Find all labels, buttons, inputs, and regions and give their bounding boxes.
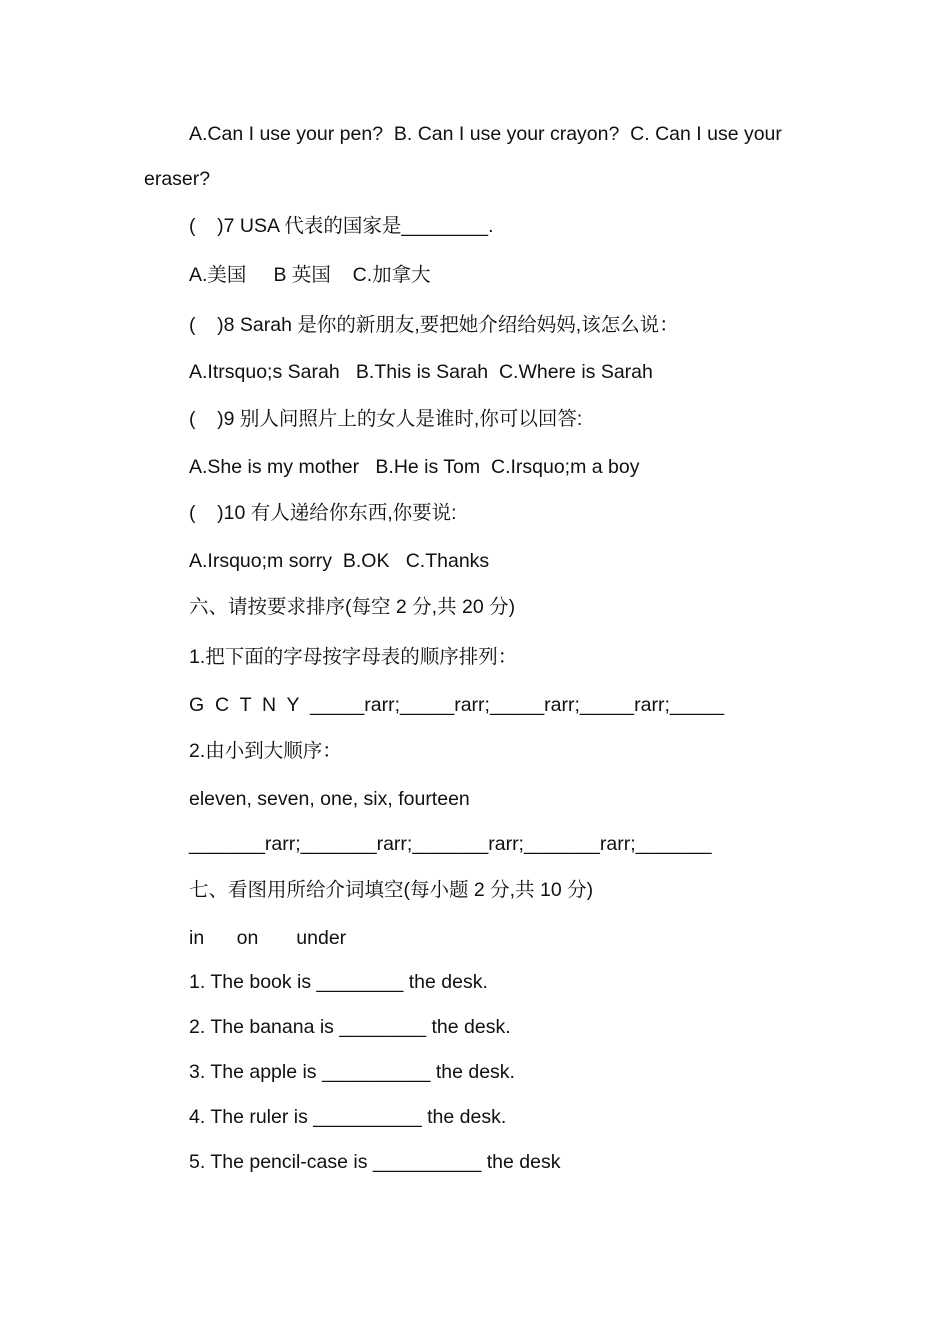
number-words: eleven, seven, one, six, fourteen bbox=[189, 788, 470, 810]
question-8: ( )8 Sarah 是你的新朋友,要把她介绍给妈妈,该怎么说： bbox=[189, 314, 679, 336]
fill-blank-5: 5. The pencil-case is __________ the desk bbox=[189, 1151, 561, 1173]
section-6-heading: 六、请按要求排序(每空 2 分,共 20 分) bbox=[189, 596, 516, 618]
q10-options: A.Irsquo;m sorry B.OK C.Thanks bbox=[189, 550, 490, 572]
q7-options: A.美国 B 英国 C.加拿大 bbox=[189, 264, 431, 286]
question-7: ( )7 USA 代表的国家是________. bbox=[189, 215, 494, 237]
fill-blank-1: 1. The book is ________ the desk. bbox=[189, 971, 488, 993]
fill-blank-3: 3. The apple is __________ the desk. bbox=[189, 1061, 515, 1083]
letters-ordering-line: G C T N Y _____rarr;_____rarr;_____rarr;_____rarr;_____ bbox=[189, 694, 725, 716]
q9-options: A.She is my mother B.He is Tom C.Irsquo;m a boy bbox=[189, 456, 640, 478]
q6-options: A.Can I use your pen? B. Can I use your crayon? C. Can I use your bbox=[189, 123, 782, 145]
section-7-heading: 七、看图用所给介词填空(每小题 2 分,共 10 分) bbox=[189, 879, 594, 901]
fill-blank-2: 2. The banana is ________ the desk. bbox=[189, 1016, 511, 1038]
question-9: ( )9 别人问照片上的女人是谁时,你可以回答: bbox=[189, 408, 583, 430]
preposition-choices: in on under bbox=[189, 927, 347, 949]
fill-blank-4: 4. The ruler is __________ the desk. bbox=[189, 1106, 507, 1128]
number-ordering-line: _______rarr;_______rarr;_______rarr;_______rarr;_______ bbox=[189, 833, 712, 855]
section-6-task-2: 2.由小到大顺序： bbox=[189, 740, 342, 762]
q8-options: A.Itrsquo;s Sarah B.This is Sarah C.Where is Sarah bbox=[189, 361, 653, 383]
section-6-task-1: 1.把下面的字母按字母表的顺序排列： bbox=[189, 646, 518, 668]
q6-options-continued: eraser? bbox=[144, 168, 211, 190]
question-10: ( )10 有人递给你东西,你要说: bbox=[189, 502, 457, 524]
